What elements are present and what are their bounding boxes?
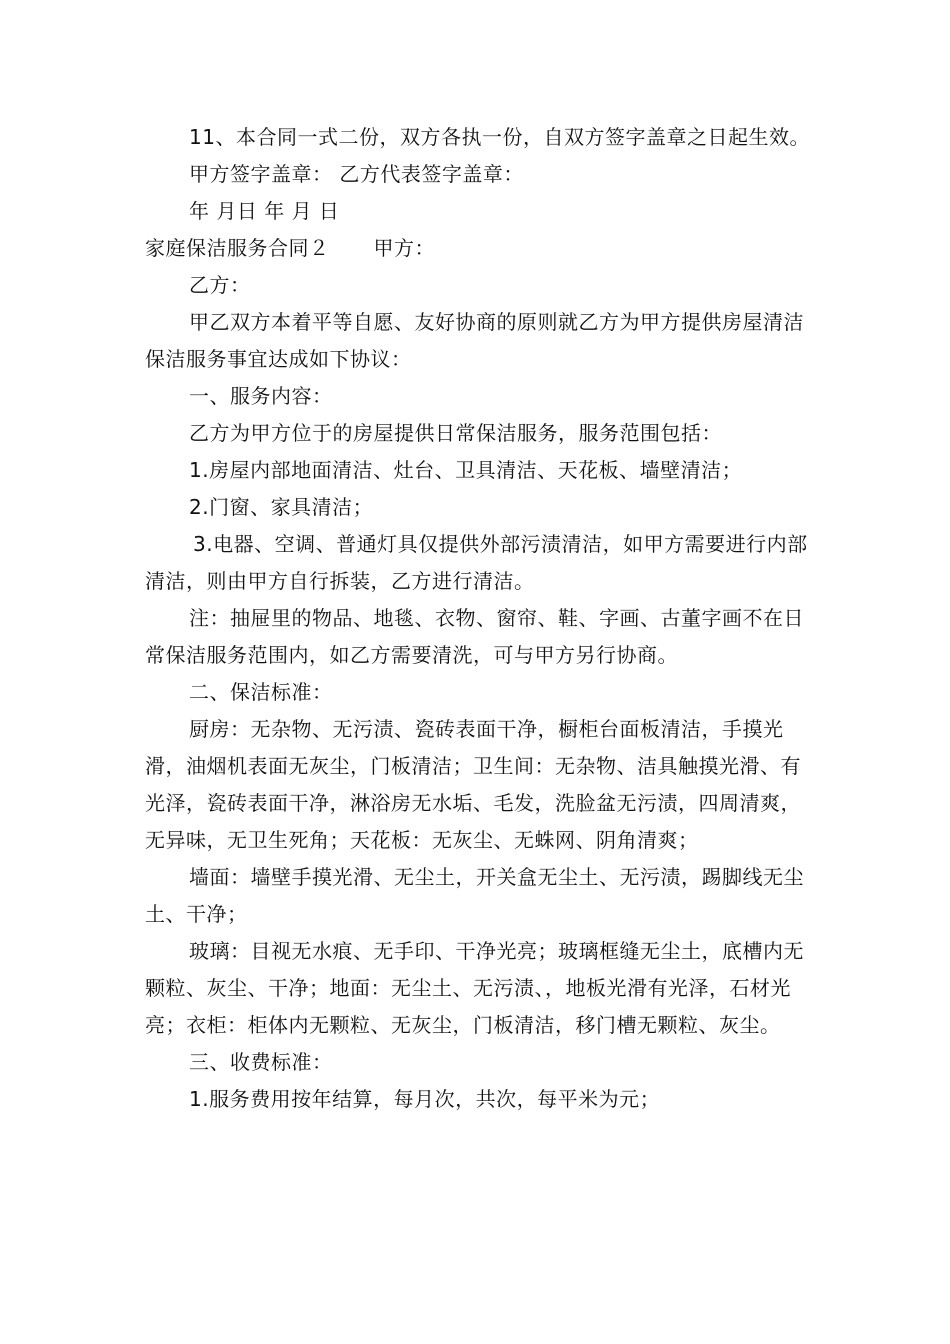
contract-heading-line — [145, 230, 815, 267]
section-heading-standards: 二、保洁标准： — [189, 680, 333, 704]
list-item-1: 1.房屋内部地面清洁、灶台、卫具清洁、天花板、墙壁清洁； — [189, 458, 743, 482]
document-page — [145, 119, 815, 1118]
contract-title: 家庭保洁服务合同２ — [145, 236, 330, 260]
paragraph-service-scope: 乙方为甲方位于的房屋提供日常保洁服务，服务范围包括： — [189, 421, 722, 445]
section-heading-fees: 三、收费标准： — [189, 1050, 333, 1074]
paragraph-dates: 年 月日 年 月 日 — [189, 199, 340, 223]
paragraph-kitchen-bath: 厨房：无杂物、无污渍、瓷砖表面干净，橱柜台面板清洁，手摸光滑，油烟机表面无灰尘，门板清洁；卫生间：无杂物、洁具触摸光滑、有光泽，瓷砖表面干净，淋浴房无水垢、毛发，洗脸盆无污渍，四周清爽，无异味，无卫生死角；天花板：无灰尘、无蛛网、阴角清爽； — [145, 717, 801, 852]
paragraph-intro: 甲乙双方本着平等自愿、友好协商的原则就乙方为甲方提供房屋清洁保洁服务事宜达成如下协议： — [145, 310, 804, 371]
list-item-2: 2.门窗、家具清洁； — [189, 495, 374, 519]
section-heading-service: 一、服务内容： — [189, 384, 333, 408]
paragraph-fee-item-1: 1.服务费用按年结算，每月次，共次，每平米为元； — [189, 1087, 661, 1111]
party-b-label: 乙方： — [189, 273, 251, 297]
paragraph-signatures: 甲方签字盖章： 乙方代表签字盖章： — [189, 162, 524, 186]
paragraph-walls: 墙面：墙壁手摸光滑、无尘土，开关盒无尘土、无污渍，踢脚线无尘土、干净； — [145, 865, 804, 926]
paragraph-validity: 11、本合同一式二份，双方各执一份，自双方签字盖章之日起生效。 — [189, 125, 810, 149]
paragraph-note: 注：抽屉里的物品、地毯、衣物、窗帘、鞋、字画、古董字画不在日常保洁服务范围内，如乙方需要清洗，可与甲方另行协商。 — [145, 606, 804, 667]
party-a-label: 甲方： — [373, 236, 435, 260]
list-item-3: 3.电器、空调、普通灯具仅提供外部污渍清洁，如甲方需要进行内部清洁，则由甲方自行拆装，乙方进行清洁。 — [145, 532, 808, 593]
paragraph-glass-floor: 玻璃：目视无水痕、无手印、干净光亮；玻璃框缝无尘土，底槽内无颗粒、灰尘、干净；地面：无尘土、无污渍、，地板光滑有光泽，石材光亮；衣柜：柜体内无颗粒、无灰尘，门板清洁，移门槽无颗粒、灰尘。 — [145, 939, 804, 1037]
